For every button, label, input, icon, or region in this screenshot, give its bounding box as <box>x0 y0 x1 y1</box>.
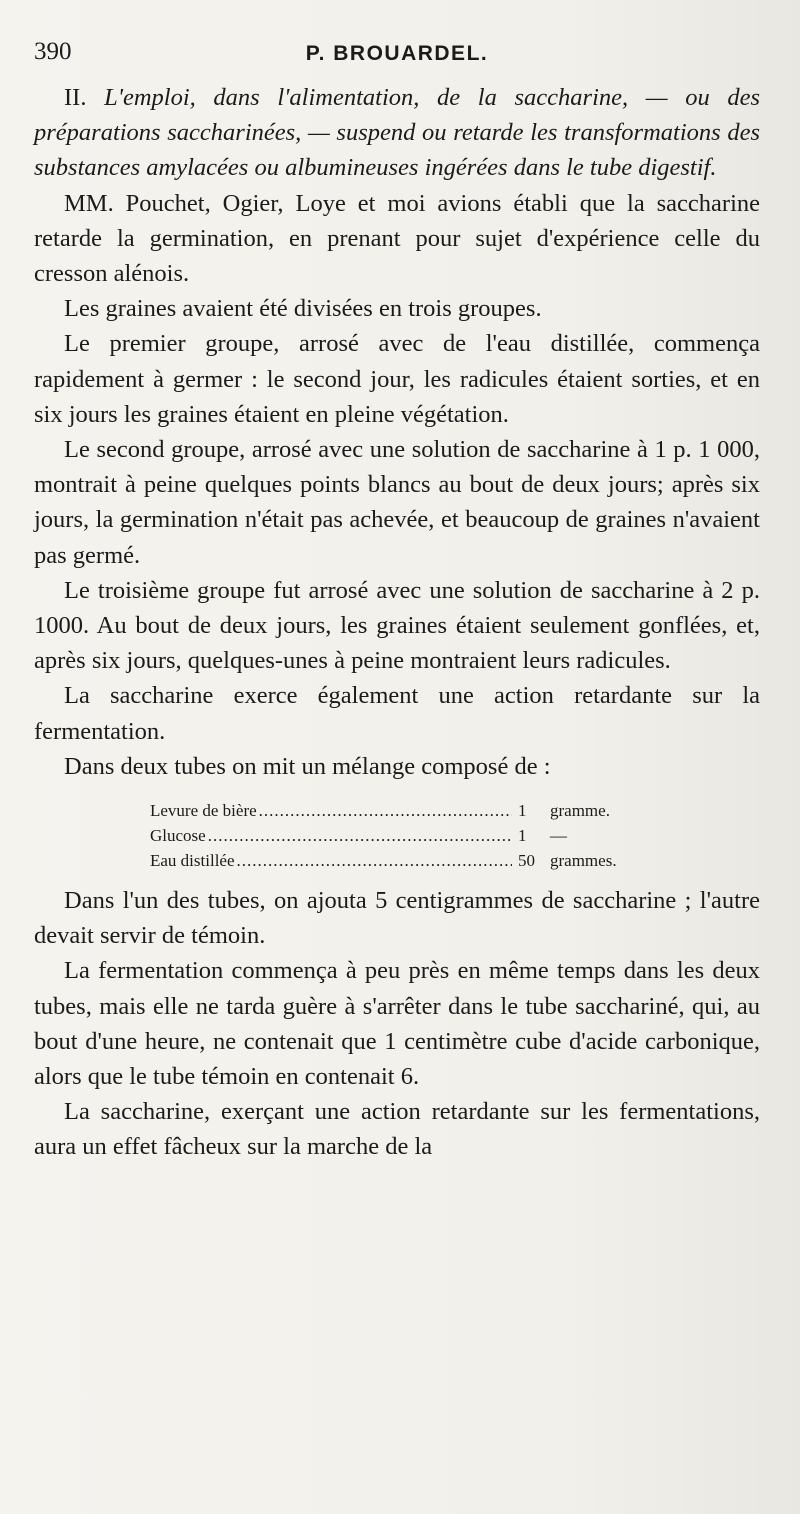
paragraph: Dans deux tubes on mit un mélange composé de : <box>64 752 551 780</box>
recipe-list <box>150 798 658 873</box>
ingredient-unit: — <box>550 826 567 846</box>
paragraph: La fermentation commença à peu près en même temps dans les deux tubes, mais elle ne tarda guère à s'arrêter dans le tube sacchariné, qui, au bout d'une heure, ne contenait que 1 centimètre cube d'acide carbonique, alors que le tube témoin en contenait 6. <box>34 957 760 1091</box>
ingredient-quantity: 1 <box>518 826 527 846</box>
page-body <box>34 80 760 1165</box>
paragraph: MM. Pouchet, Ogier, Loye et moi avions établi que la saccharine retarde la germination, en prenant pour sujet d'expérience celle du cresson alénois. <box>34 189 760 288</box>
recipe-row <box>150 823 658 848</box>
ingredient-name: Levure de bière <box>150 801 257 821</box>
ingredient-name: Glucose <box>150 826 206 846</box>
page-header <box>34 38 760 78</box>
ingredient-quantity: 50 <box>518 851 535 871</box>
recipe-row <box>150 848 658 873</box>
paragraph: Le troisième groupe fut arrosé avec une solution de saccharine à 2 p. 1000. Au bout de deux jours, les graines étaient seulement gonflées, et, après six jours, quelques-unes à peine montraient leurs radicules. <box>34 576 760 675</box>
paragraph: Le premier groupe, arrosé avec de l'eau distillée, commença rapidement à germer : le second jour, les radicules étaient sorties, et en six jours les graines étaient en pleine végétation. <box>34 330 760 428</box>
recipe-row <box>150 798 658 823</box>
page-number: 390 <box>34 38 72 65</box>
paragraph: Les graines avaient été divisées en trois groupes. <box>64 295 542 323</box>
leader-dots <box>237 848 512 873</box>
ingredient-name: Eau distillée <box>150 851 235 871</box>
leader-dots <box>208 823 512 848</box>
paragraph: La saccharine, exerçant une action retardante sur les fermentations, aura un effet fâcheux sur la marche de la <box>34 1098 760 1161</box>
ingredient-unit: grammes. <box>550 851 617 871</box>
thesis-paragraph <box>34 80 760 186</box>
running-head: P. BROUARDEL. <box>305 42 489 65</box>
leader-dots <box>259 798 512 823</box>
thesis-number: II. <box>64 84 87 111</box>
ingredient-quantity: 1 <box>518 801 527 821</box>
ingredient-unit: gramme. <box>550 801 610 821</box>
paragraph: Dans l'un des tubes, on ajouta 5 centigrammes de saccharine ; l'autre devait servir de témoin. <box>34 887 760 950</box>
thesis-text: L'emploi, dans l'alimentation, de la saccharine, — ou des préparations saccharinées, — suspend ou retarde les transformations des substances amylacées ou albumineuses ingérées dans le tube digestif. <box>34 84 761 182</box>
paragraph: La saccharine exerce également une action retardante sur la fermentation. <box>34 682 760 745</box>
paragraph: Le second groupe, arrosé avec une solution de saccharine à 1 p. 1 000, montrait à peine quelques points blancs au bout de deux jours; après six jours, la germination n'était pas achevée, et beaucoup de graines n'avaient pas germé. <box>34 436 760 569</box>
